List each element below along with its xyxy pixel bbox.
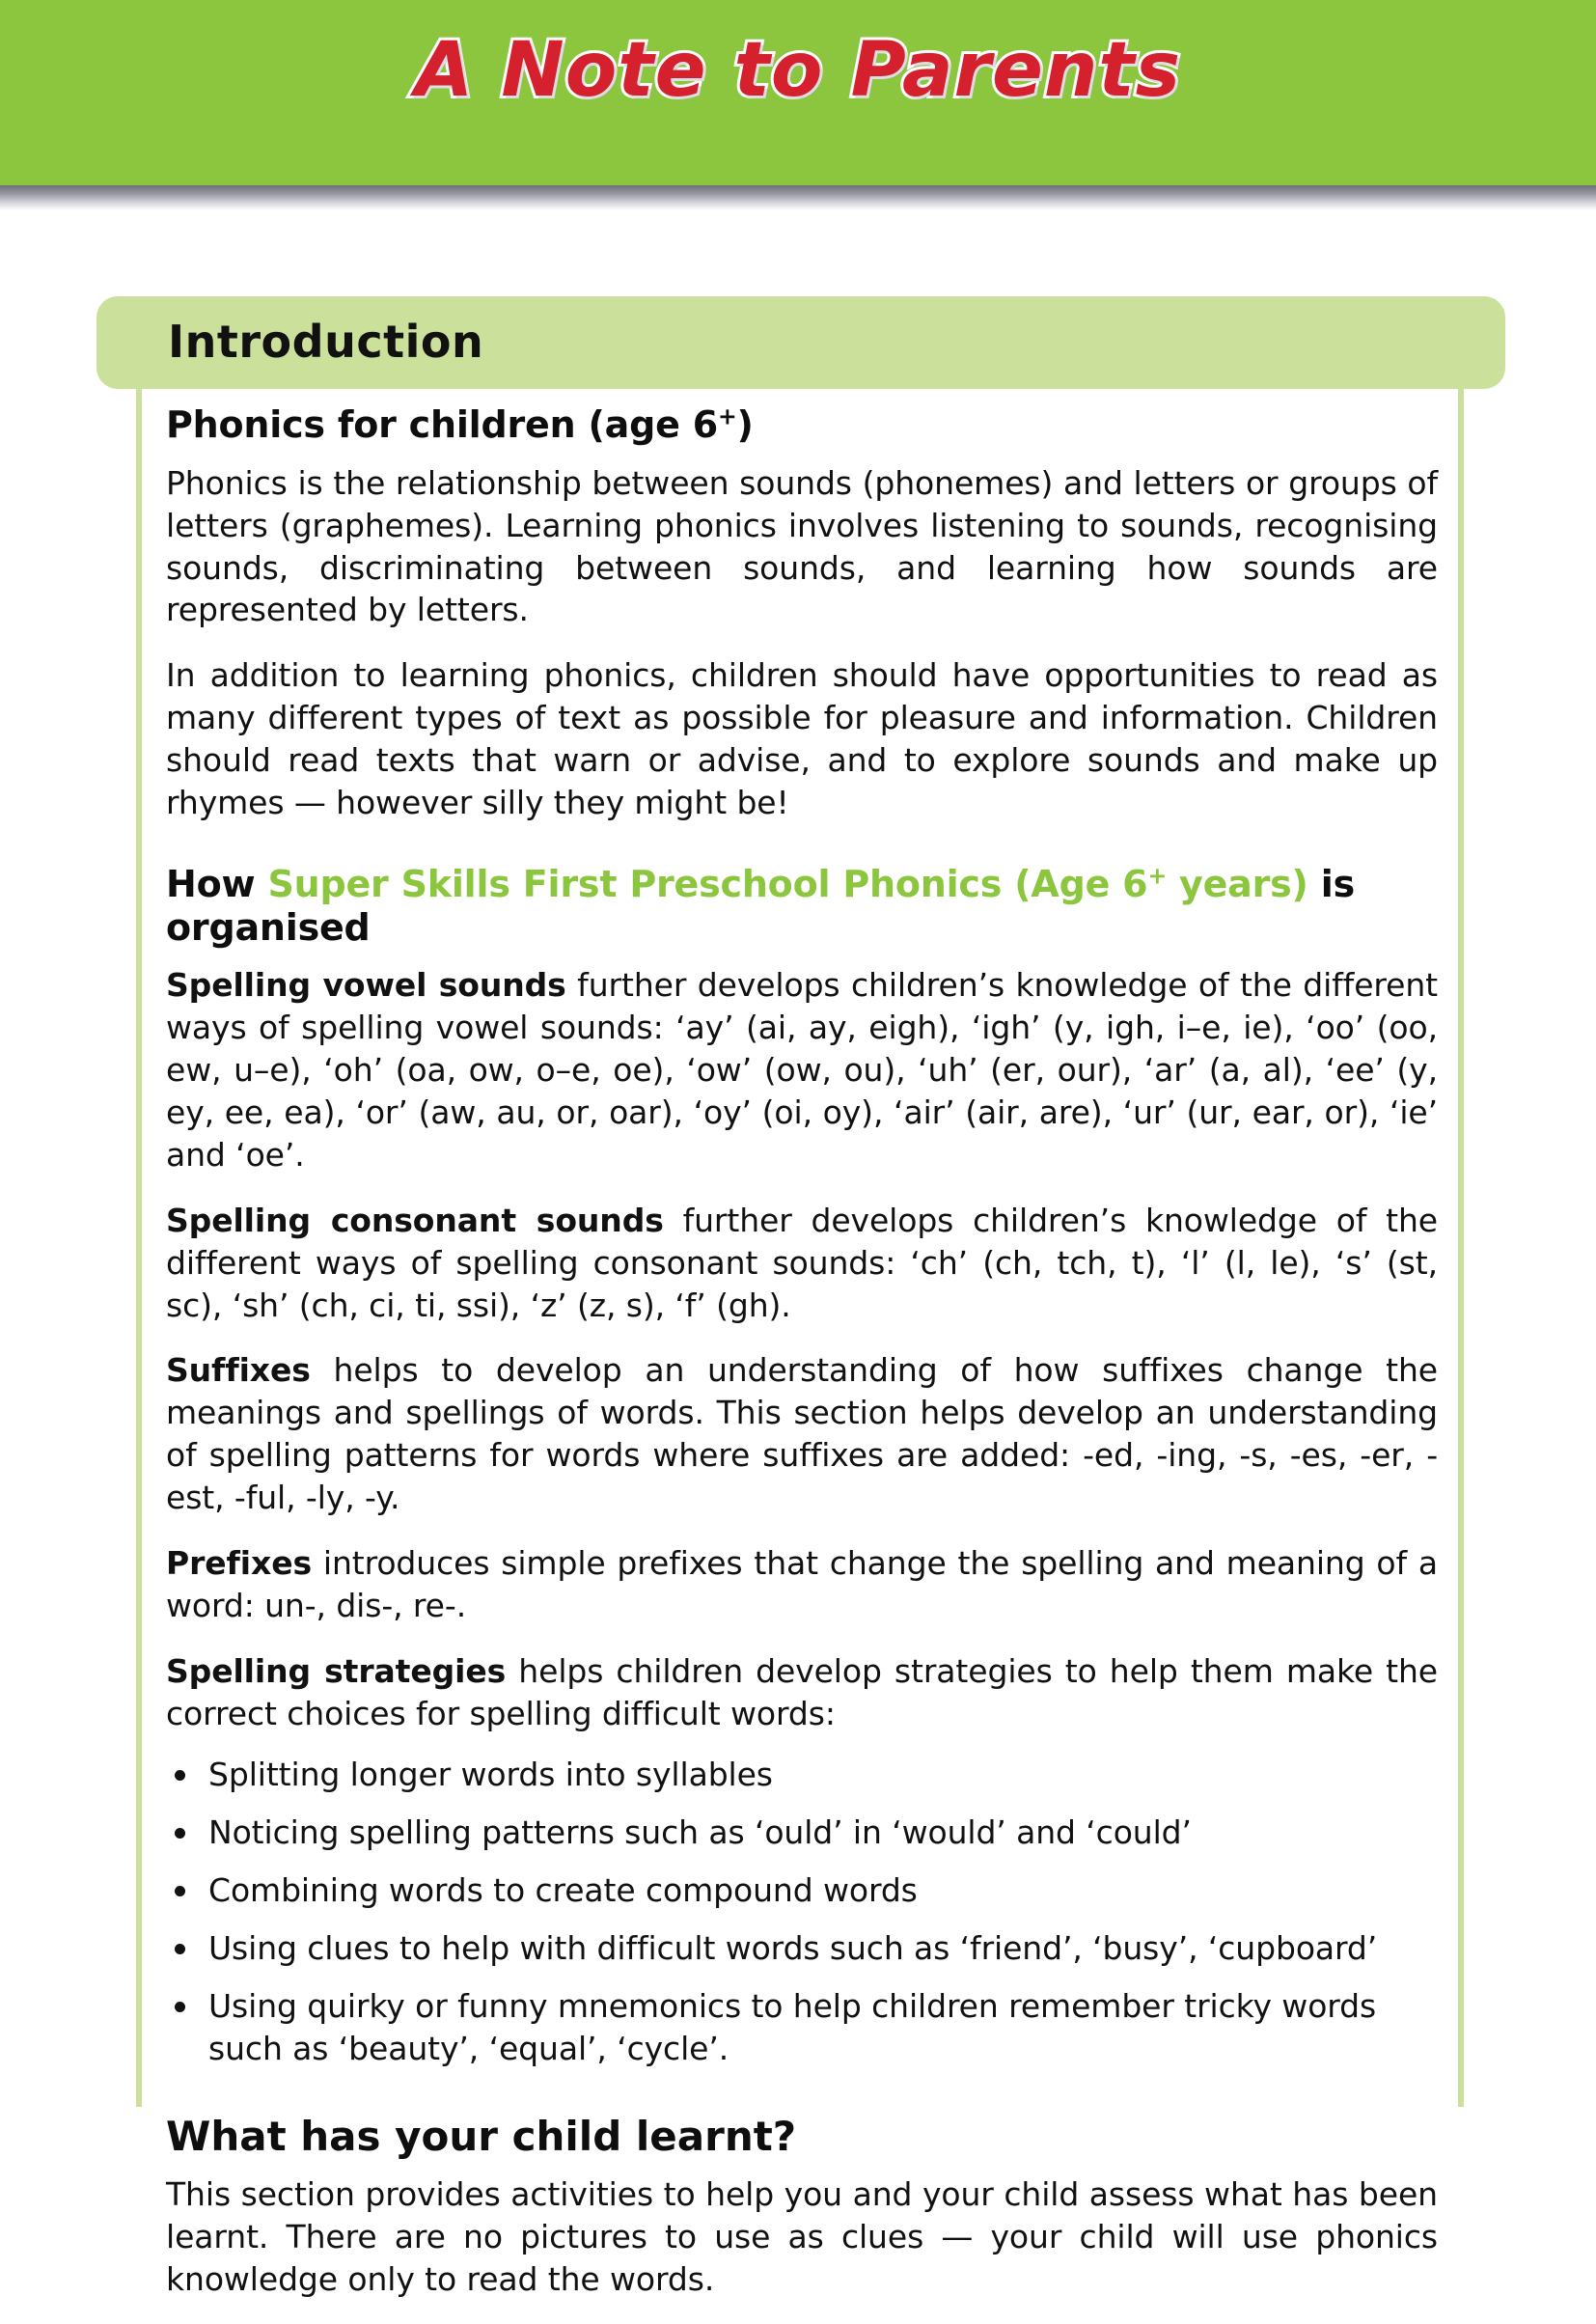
topic-spelling-consonant-sounds bbox=[166, 1200, 1438, 1327]
organised-suffix: is organised bbox=[166, 862, 1355, 949]
list-item-text: Splitting longer words into syllables bbox=[208, 1756, 773, 1794]
list-item-text: Using quirky or funny mnemonics to help children remember tricky words such as ‘beauty’, ‘equal’, ‘cycle’. bbox=[208, 1986, 1377, 2067]
page-header-banner bbox=[0, 0, 1596, 185]
topic-term: Spelling strategies bbox=[166, 1651, 507, 1690]
section-title: Introduction bbox=[168, 316, 484, 368]
bullet-dot-icon bbox=[175, 1770, 185, 1781]
topic-body: further develops children’s knowledge of the different ways of spelling consonant sounds: ‘ch’ (ch, tch, t), ‘l’ (l, le), ‘s’ (st, sc), ‘sh’ (ch, ci, ti, ssi), ‘z’ (z, s), ‘f’ (gh). bbox=[166, 1201, 1438, 1324]
topic-term: Spelling vowel sounds bbox=[166, 966, 566, 1005]
content-column bbox=[166, 403, 1438, 2324]
section-header-introduction bbox=[96, 296, 1505, 389]
bullet-dot-icon bbox=[175, 1944, 185, 1954]
topic-body: further develops children’s knowledge of the different ways of spelling vowel sounds: ‘ay’ (ai, ay, eigh), ‘igh’ (y, igh, i–e, ie), ‘oo’ (oo, ew, u–e), ‘oh’ (oa, ow, o–e, oe), ‘ow’ (ow, ou), ‘uh’ (er, our), ‘ar’ (a, al), ‘ee’ (y, ey, ee, ea), ‘or’ (aw, au, or, oar), ‘oy’ (oi, oy), ‘air’ (air, are), ‘ur’ (ur, ear, or), ‘ie’ and ‘oe’. bbox=[166, 966, 1438, 1174]
heading-phonics-for-children bbox=[166, 403, 1438, 447]
organised-prefix: How bbox=[166, 862, 268, 905]
topic-term: Suffixes bbox=[166, 1351, 311, 1390]
bullet-dot-icon bbox=[175, 1886, 185, 1896]
topic-term: Prefixes bbox=[166, 1543, 313, 1582]
list-item-text: Noticing spelling patterns such as ‘ould’ in ‘would’ and ‘could’ bbox=[208, 1813, 1192, 1852]
list-item bbox=[166, 1927, 1438, 1970]
intro-paragraph-2: In addition to learning phonics, children should have opportunities to read as many different types of text as possible for pleasure and information. Children should read texts that warn or advise, and to explore sounds and make up rhymes — however silly they might be! bbox=[166, 656, 1438, 821]
topic-term: Spelling consonant sounds bbox=[166, 1201, 664, 1239]
list-item-text: Combining words to create compound words bbox=[208, 1871, 918, 1910]
list-item bbox=[166, 1869, 1438, 1912]
intro-paragraph-1: Phonics is the relationship between sounds (phonemes) and letters or groups of letters (graphemes). Learning phonics involves listening to sounds, recognising sounds, discriminating between sounds, and learning how sounds are represented by letters. bbox=[166, 463, 1438, 629]
heading-superscript-plus: + bbox=[717, 402, 737, 430]
heading-phonics-text: Phonics for children (age 6 bbox=[166, 403, 718, 446]
topic-suffixes bbox=[166, 1349, 1438, 1519]
topic-spelling-vowel-sounds bbox=[166, 964, 1438, 1176]
topic-prefixes bbox=[166, 1542, 1438, 1627]
heading-how-organised bbox=[166, 863, 1438, 950]
header-shadow-divider bbox=[0, 185, 1596, 210]
spelling-strategies-list bbox=[166, 1754, 1438, 2069]
list-item bbox=[166, 1754, 1438, 1796]
heading-what-has-your-child-learnt: What has your child learnt? bbox=[166, 2112, 797, 2160]
topic-spelling-strategies bbox=[166, 1650, 1438, 1735]
bullet-dot-icon bbox=[175, 2002, 185, 2012]
learnt-paragraph: This section provides activities to help you and your child assess what has been learnt. There are no pictures to use as clues — your child will use phonics knowledge only to read the words. bbox=[166, 2175, 1438, 2299]
topic-body: helps to develop an understanding of how suffixes change the meanings and spellings of words. This section helps develop an understanding of spelling patterns for words where suffixes are added: -ed, -ing, -s, -es, -er, -est, -ful, -ly, -y. bbox=[166, 1351, 1438, 1517]
list-item-text: Using clues to help with difficult words such as ‘friend’, ‘busy’, ‘cupboard’ bbox=[208, 1929, 1378, 1968]
topic-body: helps children develop strategies to help them make the correct choices for spelling difficult words: bbox=[166, 1651, 1438, 1732]
product-name-green bbox=[267, 863, 1307, 905]
list-item bbox=[166, 1812, 1438, 1854]
right-margin-rule bbox=[1458, 389, 1464, 2107]
product-name-text: Super Skills First Preschool Phonics (Age 6 bbox=[267, 862, 1148, 905]
heading-paren-close: ) bbox=[736, 403, 754, 446]
list-item bbox=[166, 1985, 1438, 2070]
product-name-tail: years) bbox=[1166, 862, 1308, 905]
bullet-dot-icon bbox=[175, 1828, 185, 1839]
topic-body: introduces simple prefixes that change the spelling and meaning of a word: un-, dis-, re-. bbox=[166, 1543, 1438, 1624]
page-title: A Note to Parents bbox=[414, 27, 1182, 114]
left-margin-rule bbox=[136, 389, 142, 2107]
product-superscript-plus: + bbox=[1147, 862, 1167, 890]
